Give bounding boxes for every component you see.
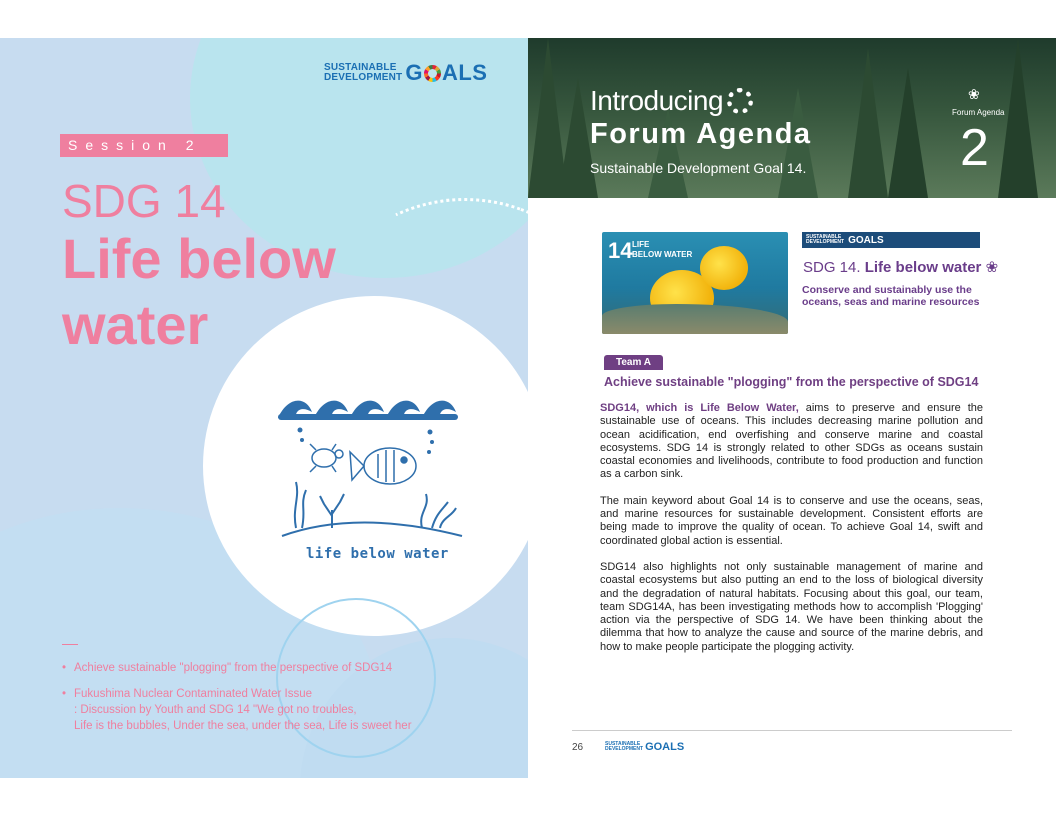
- agenda-label: Forum Agenda: [952, 108, 1005, 117]
- footer-sdg-logo: [605, 741, 684, 753]
- coral-icon: [295, 482, 456, 528]
- sdg-wheel-icon: [727, 88, 753, 114]
- sdg-logo: [324, 62, 487, 84]
- logo-line2: DEVELOPMENT: [324, 72, 403, 83]
- divider: [62, 644, 78, 645]
- goal14-image: [602, 232, 788, 334]
- list-item-text: • Fukushima Nuclear Contaminated Water Issue: [74, 688, 312, 700]
- paragraph-text: aims to preserve and ensure the sustainable use of oceans. This includes decreasing marine pollution and ocean acidification, end overfishing and conserve marine and coastal ecosystems. SDG 14 is strongly related to other SDGs as oceans sustain coastal economies and livelihoods, contribute to food production and function as a carbon sink.: [600, 402, 983, 481]
- sdg-title-heading: [62, 226, 392, 358]
- page-number: 26: [572, 742, 584, 753]
- paragraph-lead: SDG14, which is Life Below Water,: [600, 402, 799, 414]
- list-item-text: Life is the bubbles, Under the sea, under the sea, Life is sweet her: [74, 720, 412, 732]
- tree-decoration: [848, 48, 888, 198]
- session-tag: Session 2: [60, 134, 228, 157]
- introducing-text: Introducing: [590, 85, 724, 116]
- clover-icon: ❀: [985, 259, 999, 276]
- logo-goals-als: ALS: [441, 60, 488, 85]
- left-page: [0, 38, 528, 778]
- team-heading: Achieve sustainable "plogging" from the perspective of SDG14: [604, 375, 979, 389]
- bar-small-line2: DEVELOPMENT: [806, 239, 845, 245]
- team-tag: Team A: [604, 355, 663, 370]
- paragraph: [600, 402, 983, 482]
- bar-small-line1: SUSTAINABLE: [806, 234, 842, 240]
- sdg-wheel-icon: [424, 65, 441, 82]
- bar-goals: GOALS: [848, 234, 884, 246]
- clover-icon: ❀: [968, 86, 980, 102]
- goal-number: 14: [608, 238, 633, 263]
- card-title: [803, 258, 998, 276]
- list-item-text: • Achieve sustainable "plogging" from the perspective of SDG14: [74, 662, 393, 674]
- wave-icon: [278, 401, 458, 420]
- fish-icon: [350, 448, 416, 484]
- card-title-prefix: SDG 14.: [803, 259, 865, 276]
- list-item-text: : Discussion by Youth and SDG 14 "We got no troubles,: [74, 704, 357, 716]
- footer-logo-line2: DEVELOPMENT: [605, 746, 644, 752]
- header-goal-subtitle: Sustainable Development Goal 14.: [590, 160, 807, 176]
- goal-label-line2: BELOW WATER: [632, 250, 693, 259]
- tree-decoration: [998, 38, 1038, 198]
- paragraph: SDG14 also highlights not only sustainable management of marine and coastal ecosystems but also putting an end to the loss of biological diversity and the degradation of natural habitats. Focusing about this goal, our team, team SDG14A, has been investigating methods how to accomplish 'Plogging' action via the perspective of SDG 14. We have been thinking about the dilemma that how to analyze the cause and source of the marine debris, and how to make people participate the plogging activity.: [600, 560, 983, 653]
- header-introducing: [590, 86, 753, 116]
- footer-divider: [572, 730, 1012, 731]
- card-subtitle: Conserve and sustainably use the oceans, seas and marine resources: [802, 284, 980, 308]
- sdg-title-line2: water: [62, 293, 209, 356]
- list-item: [62, 686, 492, 734]
- illustration-caption: life below water: [306, 546, 449, 562]
- list-item: [62, 660, 492, 676]
- reef-decoration: [602, 304, 788, 334]
- sdg-logo-bar: [802, 232, 980, 248]
- logo-goals: [405, 62, 487, 84]
- footer-logo-line1: SUSTAINABLE: [605, 741, 641, 747]
- goal-label-line1: LIFE: [632, 240, 650, 249]
- agenda-number: 2: [960, 119, 989, 177]
- tree-decoration: [888, 68, 928, 198]
- paragraph: The main keyword about Goal 14 is to conserve and use the oceans, seas, and marine resources for sustainable development. Consistent efforts are being made to improve the quality of ocean. To achieve Goal 14, swift and coordinated global action is essential.: [600, 494, 983, 547]
- forest-header: [528, 38, 1056, 198]
- seabed-line: [282, 523, 462, 537]
- topic-list: [62, 660, 492, 744]
- turtle-icon: [310, 444, 343, 472]
- footer-logo-goals: GOALS: [645, 741, 685, 753]
- sdg-number-heading: SDG 14: [62, 175, 226, 227]
- logo-goals-g: G: [405, 60, 423, 85]
- header-forum-agenda: Forum Agenda: [590, 118, 812, 150]
- sdg-title-line1: Life below: [62, 227, 336, 290]
- goal-label: [632, 240, 692, 260]
- body-text: [600, 402, 983, 667]
- yellow-fish-icon: [700, 246, 748, 290]
- card-title-strong: Life below water: [864, 259, 982, 276]
- logo-line1: SUSTAINABLE: [324, 62, 397, 73]
